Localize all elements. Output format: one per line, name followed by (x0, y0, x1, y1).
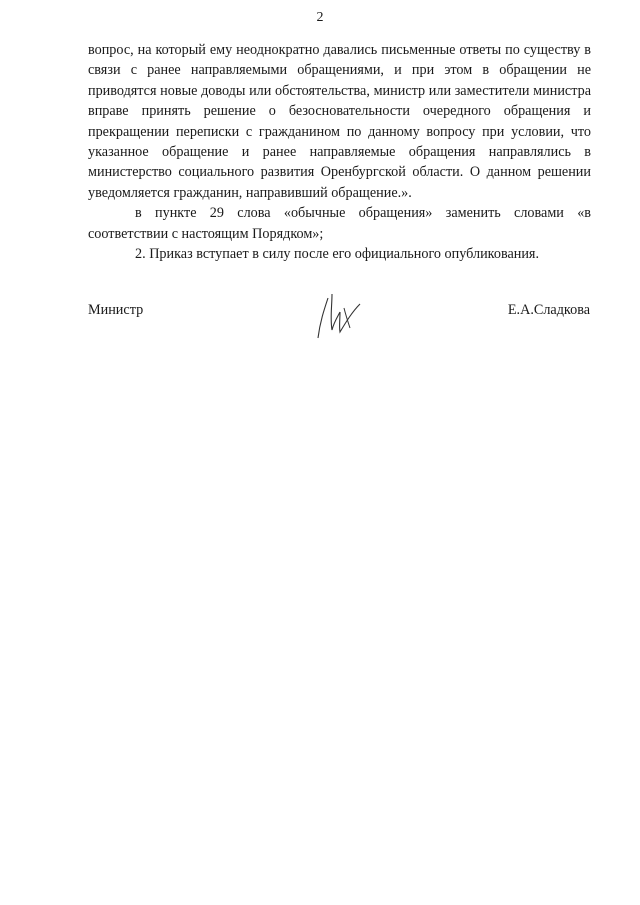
signatory-title: Министр (88, 302, 144, 318)
page-number: 2 (316, 10, 324, 25)
paragraph-continuation: вопрос, на который ему неоднократно давались письменные ответы по существу в связи с ранее направляемыми обращениями, и при этом в обращении не приводятся новые доводы или обстоятельства, министр или заместители министра вправе принять решение о безосновательности очередного обращения и прекращении переписки с гражданином по данному вопросу при условии, что указанное обращение и ранее направляемые обращения направлялись в министерство социального развития Оренбургской области. О данном решении уведомляется гражданин, направивший обращение.». (88, 42, 591, 201)
handwritten-signature (310, 288, 380, 348)
paragraph-effective-date: 2. Приказ вступает в силу после его официального опубликования. (135, 246, 540, 263)
paragraph-item-29: в пункте 29 слова «обычные обращения» заменить словами «в соответствии с настоящим Порядком»; (88, 205, 591, 242)
signatory-name: Е.А.Сладкова (507, 302, 590, 318)
document-body (88, 40, 591, 264)
